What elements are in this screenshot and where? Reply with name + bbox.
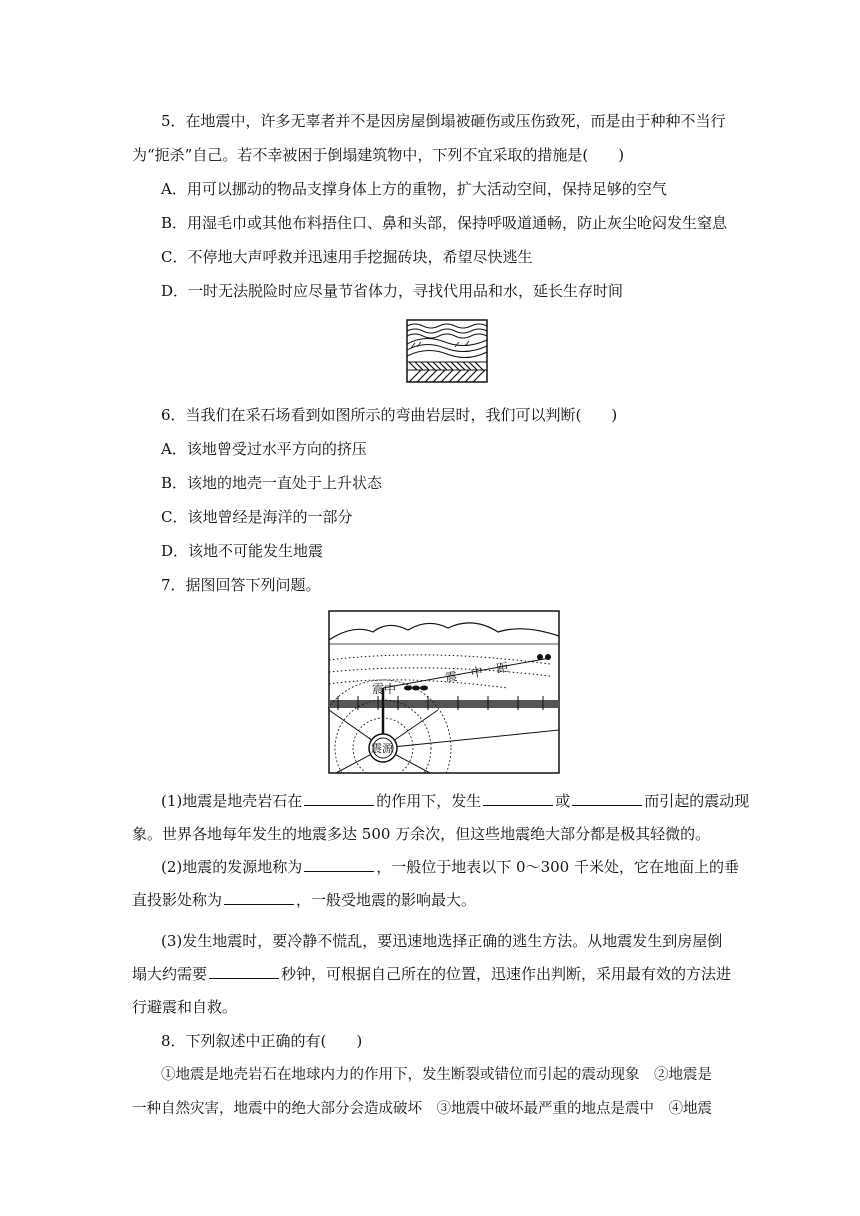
q7-stem: 7．据图回答下列问题。 [161, 576, 321, 594]
q5-stem-line1: 5．在地震中，许多无辜者并不是因房屋倒塌被砸伤或压伤致死，而是由于种种不当行 [161, 112, 726, 130]
q8-line1: ①地震是地壳岩石在地球内力的作用下，发生断裂或错位而引起的震动现象 ②地震是 [161, 1067, 712, 1083]
answer-blank[interactable] [304, 790, 374, 806]
q7-part1-line1 [161, 790, 749, 812]
epicenter-label: 震中 [372, 682, 397, 696]
answer-blank[interactable] [304, 856, 374, 872]
q5-stem-line2: 为“扼杀”自己。若不幸被困于倒塌建筑物中，下列不宜采取的措施是( ) [132, 146, 625, 164]
epicenter-distance-label: 震 中 距 [444, 659, 511, 685]
q7-part3-text-c: 秒钟，可根据自己所在的位置，迅速作出判断，采用最有效的方法进 [281, 965, 732, 983]
q7-part2-text-c: 直投影处称为 [132, 891, 223, 909]
q7-part2-line1 [161, 856, 739, 878]
answer-blank[interactable] [224, 889, 294, 905]
q7-part1-text-a: (1)地震是地壳岩石在 [161, 792, 303, 810]
q7-part2-text-a: (2)地震的发源地称为 [161, 858, 303, 876]
q6-option-d: D．该地不可能发生地震 [161, 542, 324, 560]
q6-stem: 6．当我们在采石场看到如图所示的弯曲岩层时，我们可以判断( ) [161, 406, 618, 424]
q7-part1-line2: 象。世界各地每年发生的地震多达 500 万余次，但这些地震绝大部分都是极其轻微的。 [132, 825, 711, 843]
q5-option-d: D．一时无法脱险时应尽量节省体力，寻找代用品和水，延长生存时间 [161, 282, 624, 300]
q8-stem: 8．下列叙述中正确的有( ) [161, 1032, 363, 1050]
q6-option-b: B．该地的地壳一直处于上升状态 [161, 474, 383, 492]
q7-part1-text-d: 而引起的震动现 [644, 792, 750, 810]
q7-part3-line3: 行避震和自救。 [132, 998, 238, 1016]
answer-blank[interactable] [572, 790, 642, 806]
q5-option-c: C．不停地大声呼救并迅速用手挖掘砖块，希望尽快逃生 [161, 248, 533, 266]
answer-blank[interactable] [209, 963, 279, 979]
q5-option-b: B．用湿毛巾或其他布料捂住口、鼻和头部，保持呼吸道通畅，防止灰尘呛闷发生窒息 [161, 214, 728, 232]
q7-part1-text-c: 或 [555, 792, 571, 810]
earthquake-diagram [328, 610, 560, 774]
q7-part1-text-b: 的作用下，发生 [376, 792, 482, 810]
q7-part3-text-b: 塌大约需要 [132, 965, 208, 983]
q7-part3-line1: (3)发生地震时，要冷静不慌乱，要迅速地选择正确的逃生方法。从地震发生到房屋倒 [161, 932, 723, 950]
q7-part3-line2 [132, 963, 731, 985]
q8-line2: 一种自然灾害，地震中的绝大部分会造成破坏 ③地震中破坏最严重的地点是震中 ④地震 [132, 1101, 712, 1117]
q7-part2-text-d: ，一般受地震的影响最大。 [296, 891, 477, 909]
q7-part2-text-b: ，一般位于地表以下 0～300 千米处，它在地面上的垂 [376, 858, 739, 876]
focus-label: 震源 [371, 742, 393, 755]
folded-rock-layers-figure [405, 318, 489, 386]
q6-option-a: A．该地曾受过水平方向的挤压 [161, 440, 367, 458]
q5-option-a: A．用可以挪动的物品支撑身体上方的重物，扩大活动空间，保持足够的空气 [161, 180, 667, 198]
q7-part2-line2 [132, 889, 476, 911]
q6-option-c: C．该地曾经是海洋的一部分 [161, 508, 353, 526]
answer-blank[interactable] [483, 790, 553, 806]
